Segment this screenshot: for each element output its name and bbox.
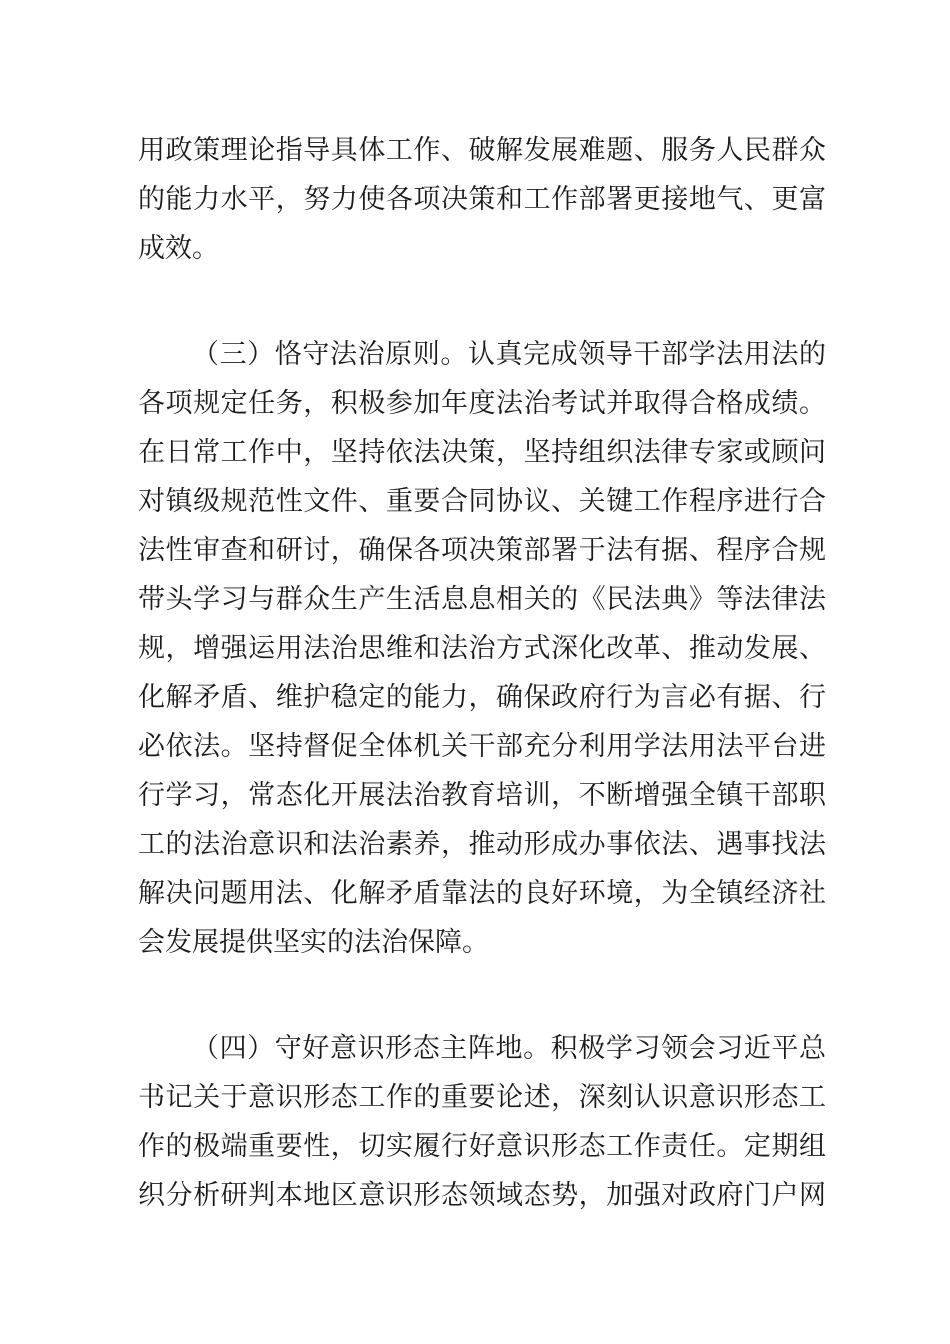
text-line: 各项规定任务，积极参加年度法治考试并取得合格成绩。 — [138, 388, 826, 418]
text-line: 织分析研判本地区意识形态领域态势，加强对政府门户网 — [138, 1180, 826, 1210]
text-line: 解决问题用法、化解矛盾靠法的良好环境，为全镇经济社 — [138, 878, 826, 908]
text-line: 会发展提供坚实的法治保障。 — [138, 927, 489, 957]
paragraph-3 — [138, 1024, 826, 1220]
text-line: 行学习，常态化开展法治教育培训，不断增强全镇干部职 — [138, 780, 826, 810]
text-line: 对镇级规范性文件、重要合同协议、关键工作程序进行合 — [138, 486, 826, 516]
text-line: （三）恪守法治原则。认真完成领导干部学法用法的 — [192, 339, 826, 369]
text-line: 成效。 — [138, 233, 219, 263]
text-line: 化解矛盾、维护稳定的能力，确保政府行为言必有据、行 — [138, 682, 826, 712]
text-line: 法性审查和研讨，确保各项决策部署于法有据、程序合规 — [138, 535, 826, 565]
text-line: 作的极端重要性，切实履行好意识形态工作责任。定期组 — [138, 1131, 826, 1161]
document-body — [138, 126, 826, 1220]
text-line: 书记关于意识形态工作的重要论述，深刻认识意识形态工 — [138, 1082, 826, 1112]
text-line: （四）守好意识形态主阵地。积极学习领会习近平总 — [192, 1033, 826, 1063]
text-line: 工的法治意识和法治素养，推动形成办事依法、遇事找法 — [138, 829, 826, 859]
paragraph-1 — [138, 126, 826, 273]
text-line: 规，增强运用法治思维和法治方式深化改革、推动发展、 — [138, 633, 826, 663]
text-line: 必依法。坚持督促全体机关干部充分利用学法用法平台进 — [138, 731, 826, 761]
text-line: 的能力水平，努力使各项决策和工作部署更接地气、更富 — [138, 184, 826, 214]
text-line: 在日常工作中，坚持依法决策，坚持组织法律专家或顾问 — [138, 437, 826, 467]
paragraph-2 — [138, 330, 826, 967]
text-line: 带头学习与群众生产生活息息相关的《民法典》等法律法 — [138, 584, 826, 614]
text-line: 用政策理论指导具体工作、破解发展难题、服务人民群众 — [138, 135, 826, 165]
